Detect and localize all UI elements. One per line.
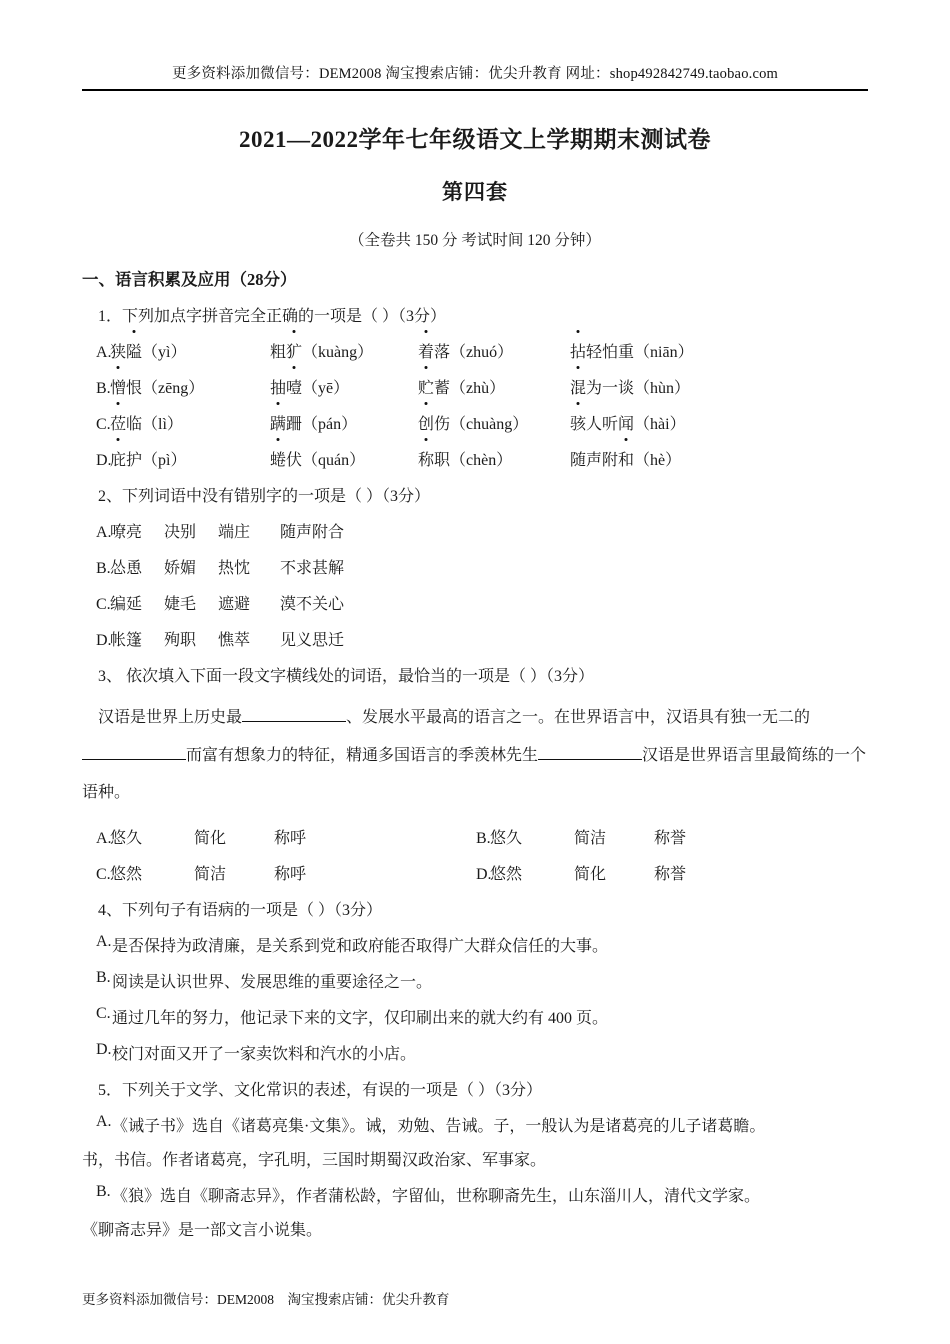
option-text: 《狼》选自《聊斋志异》，作者蒲松龄，字留仙，世称聊斋先生，山东淄川人，清代文学家。 [112,1187,761,1205]
option-cell [110,411,270,434]
question-2-option-d [82,627,868,650]
question-5-option-a-continued: 书，书信。作者诸葛亮，字孔明，三国时期蜀汉政治家、军事家。 [82,1151,547,1169]
option-label: B. [96,560,111,577]
question-5-option-b [82,1183,868,1206]
question-3-options-row-1 [82,825,868,848]
question-4-stem: 4、下列句子有语病的一项是（ ）（3分） [98,901,383,919]
page-title: 2021—2022学年七年级语文上学期期末测试卷 [239,127,711,152]
cell-post: 职（chèn） [434,452,513,469]
option-word: 婕毛 [164,596,197,613]
question-3-options-row-2 [82,861,868,884]
option-label: B. [96,1182,111,1200]
cell-post: 人听闻（hài） [586,416,686,433]
cell-post: （kuàng） [302,344,374,361]
option-word: 憔萃 [218,632,251,649]
option-label: D. [96,632,112,649]
emphasis-dot-char: 蜷 [270,447,286,470]
option-word: 简洁 [194,865,227,883]
emphasis-dot-char: 蹒 [270,411,286,434]
option-cell [270,411,418,434]
passage-part: 而富有想象力的特征，精通多国语言的季羡林先生 [186,746,539,764]
emphasis-dot-char: 着 [418,339,434,362]
emphasis-dot-char: 拈 [570,339,586,362]
option-word: 帐篷 [110,632,143,649]
option-word: 不求甚解 [280,560,345,577]
question-4-option-a [82,933,868,956]
option-word: 决别 [164,524,197,541]
fill-blank-3[interactable] [538,743,642,760]
option-word: 随声附合 [280,524,345,541]
question-1-stem: 1．下列加点字拼音完全正确的一项是（ ）（3分） [98,308,447,325]
question-2-option-a [82,519,868,542]
emphasis-dot-char: 憎 [110,375,126,398]
option-word: 称呼 [274,829,307,847]
emphasis-dot-char: 莅 [110,411,126,434]
emphasis-dot-char: 贮 [418,375,434,398]
exam-meta-info: （全卷共 150 分 考试时间 120 分钟） [349,232,601,249]
option-cell [570,339,694,362]
emphasis-dot-char: 犷 [286,339,302,362]
option-cell [418,375,570,398]
cell-post: 为一谈（hùn） [586,380,691,397]
option-label: B. [476,829,491,847]
cell-post: 伤（chuàng） [434,416,529,433]
emphasis-dot-char: 和 [618,447,634,470]
option-word: 称誉 [654,829,687,847]
question-3-option-d [462,861,842,884]
option-label: C. [96,596,111,613]
option-word: 悠然 [110,865,143,883]
question-4-option-d [82,1041,868,1064]
option-cell [570,411,686,434]
option-word: 简洁 [574,829,607,847]
option-label: A. [96,932,112,950]
question-3-option-b [462,825,842,848]
question-2-option-c [82,591,868,614]
option-word: 端庄 [218,524,251,541]
option-label: D. [96,1040,112,1058]
question-2-stem: 2、下列词语中没有错别字的一项是（ ）（3分） [98,488,431,505]
option-label: A. [96,1112,112,1130]
option-label: C. [96,865,111,883]
cell-post: 伏（quán） [286,452,366,469]
fill-blank-1[interactable] [242,705,346,722]
question-1-option-a [82,339,868,362]
option-word: 悠久 [110,829,143,847]
passage-part: 、发展水平最高的语言之一。在世界语言中，汉语具有独一无二的 [346,709,811,726]
option-word: 娇媚 [164,560,197,577]
option-word: 见义思迁 [280,632,345,649]
section-heading-one: 一、语言积累及应用（28分） [82,270,297,289]
option-word: 遮避 [218,596,251,613]
option-text: 通过几年的努力，他记录下来的文字，仅印刷出来的就大约有 400 页。 [112,1009,609,1027]
option-text: 《诫子书》选自《诸葛亮集·文集》。诫，劝勉、告诫。子，一般认为是诸葛亮的儿子诸葛瞻。 [112,1117,766,1135]
cell-post: （hè） [634,452,682,469]
option-word: 简化 [574,865,607,883]
option-cell [570,375,690,398]
emphasis-dot-char: 混 [570,375,586,398]
option-word: 热忱 [218,560,251,577]
passage-part: 汉语是世界上历史最 [98,709,243,726]
option-label: B. [96,968,111,986]
question-4-option-c [82,1005,868,1028]
option-label: A. [96,344,112,361]
emphasis-dot-char: 隘 [126,339,142,362]
option-word: 漠不关心 [280,596,345,613]
option-word: 悠然 [490,865,523,883]
option-cell [570,447,681,470]
cell-pre: 随声附 [570,452,619,469]
option-label: A. [96,524,112,541]
option-cell [418,447,570,470]
question-1-option-c [82,411,868,434]
cell-post: 恨（zēng） [126,380,205,397]
cell-post: 蓄（zhù） [434,380,506,397]
option-label: D. [476,865,492,883]
option-word: 简化 [194,829,227,847]
option-word: 称呼 [274,865,307,883]
emphasis-dot-char: 庇 [110,447,126,470]
option-label: B. [96,380,111,397]
option-cell [270,375,418,398]
question-3-option-a [82,825,462,848]
cell-post: 跚（pán） [286,416,358,433]
option-word: 怂恿 [110,560,143,577]
option-label: C. [96,1004,111,1022]
question-4-option-b [82,969,868,992]
option-word: 殉职 [164,632,197,649]
page-header [82,0,868,91]
question-3-stem: 3、 依次填入下面一段文字横线处的词语，最恰当的一项是（ ）（3分） [98,668,595,685]
option-text: 是否保持为政清廉，是关系到党和政府能否取得广大群众信任的大事。 [112,937,609,955]
emphasis-dot-char: 称 [418,447,434,470]
option-label: C. [96,416,111,433]
header-divider [82,89,868,91]
option-cell [110,339,270,362]
option-cell [110,447,270,470]
cell-post: 轻怕重（niān） [586,344,694,361]
option-word: 嘹亮 [110,524,143,541]
emphasis-dot-char: 创 [418,411,434,434]
emphasis-dot-char: 骇 [570,411,586,434]
emphasis-dot-char: 噎 [286,375,302,398]
option-word: 编延 [110,596,143,613]
option-text: 阅读是认识世界、发展思维的重要途径之一。 [112,973,433,991]
option-word: 悠久 [490,829,523,847]
option-cell [270,447,418,470]
cell-post: 落（zhuó） [434,344,514,361]
question-2-option-b [82,555,868,578]
passage-part: 汉语是世界语言里最简练的 [642,746,835,764]
question-5-stem: 5．下列关于文学、文化常识的表述，有误的一项是（ ）（3分） [98,1081,543,1099]
option-label: D. [96,452,112,469]
passage-part: 一个语种。 [82,746,867,802]
option-cell [270,339,418,362]
cell-pre: 抽 [270,380,287,397]
option-word: 称誉 [654,865,687,883]
page-footer: 更多资料添加微信号：DEM2008 淘宝搜索店铺：优尖升教育 [82,1292,450,1307]
paper-set-label: 第四套 [442,180,508,204]
option-text: 校门对面又开了一家卖饮料和汽水的小店。 [112,1045,417,1063]
question-1-option-d [82,447,868,470]
option-cell [418,411,570,434]
question-3-passage [82,699,868,812]
question-5-option-b-continued: 《聊斋志异》是一部文言小说集。 [82,1221,323,1239]
cell-post: 护（pì） [126,452,187,469]
question-5-option-a [82,1113,868,1136]
option-label: A. [96,829,112,847]
fill-blank-2[interactable] [82,743,186,760]
header-promo-text: 更多资料添加微信号：DEM2008 淘宝搜索店铺：优尖升教育 网址：shop492842749.taobao.com [171,66,779,82]
cell-post: （yē） [302,380,350,397]
cell-post: （yì） [142,344,187,361]
option-cell [110,375,270,398]
option-cell [418,339,570,362]
cell-pre: 狭 [110,344,127,361]
cell-post: 临（lì） [126,416,183,433]
question-1-option-b [82,375,868,398]
question-3-option-c [82,861,462,884]
cell-pre: 粗 [270,344,287,361]
